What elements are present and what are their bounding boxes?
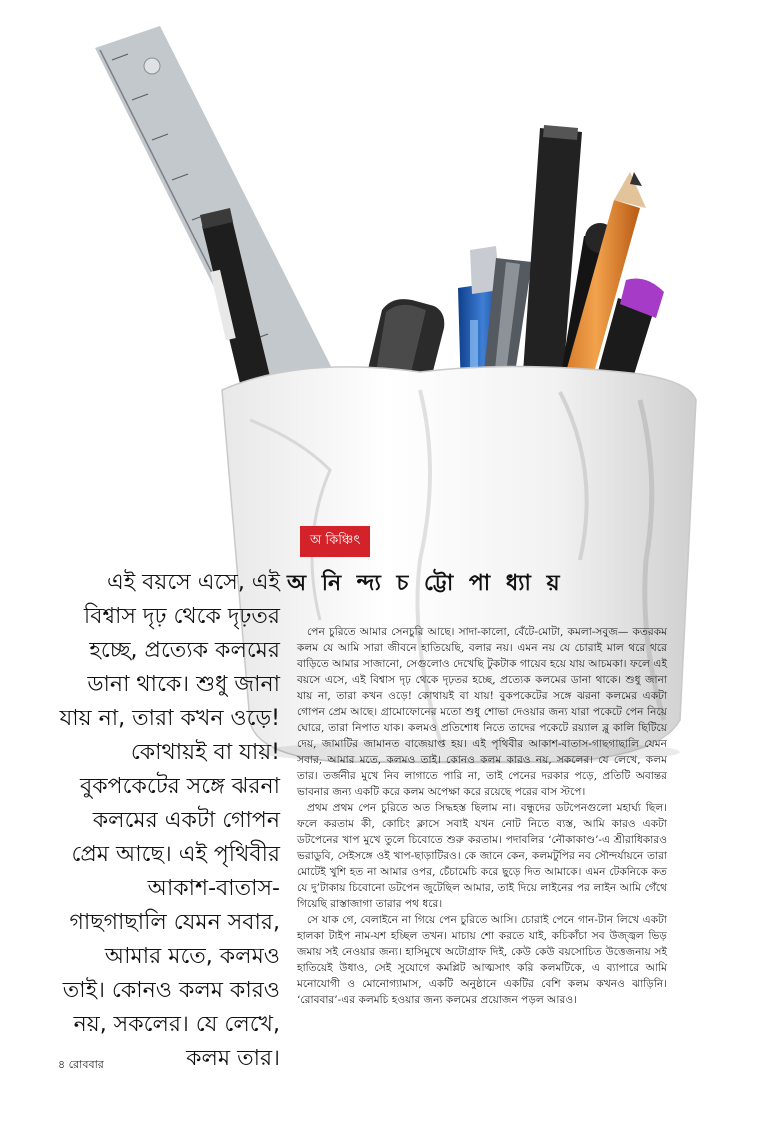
section-tag: অ কিঞ্চিৎ [300, 526, 370, 557]
article-body [297, 624, 667, 1008]
body-paragraph: পেন চুরিতে আমার সেনচুরি আছে। সাদা-কালো, বেঁটে-মোটা, কমলা-সবুজ— কতরকম কলম যে আমি সারা জীবনে হাতিয়েছি, বলার নয়। এমন নয় যে চোরাই মাল থরে থরে বাড়িতে আমার সাজানো, সেগুলোও দেখেছি টুকটাক গায়েব হয়ে যায় আচমকা। ফলে এই বয়সে এসে, এই বিশ্বাস দৃঢ় থেকে দৃঢ়তর হচ্ছে, প্রত্যেক কলমের ডানা থাকে। শুধু জানা যায় না, তারা কখন ওড়ে! কোথায়ই বা যায়! বুকপকেটের সঙ্গে ঝরনা কলমের একটা গোপন প্রেম আছে। গ্রামোফোনের মতো শুধু শোভা দেওয়ার জন্য যারা পকেটে পেন নিয়ে ঘোরে, তারা নিপাত যাক। কলমও প্রতিশোধ নিতে তাদের পকেটে রয়্যাল ব্লু কালি ছিটিয়ে দেয়, জামাটির জামানত বাজেয়াপ্ত হয়। এই পৃথিবীর আকাশ-বাতাস-গাছগাছালি যেমন সবার, আমার মতে, কলমও তাই। কোনও কলম কারও নয়, সকলের। যে লেখে, কলম তার। তর্জনীর মুখে নিব লাগাতে পারি না, তাই পেনের দরকার পড়ে, প্রতিটি অবান্তর ভাবনার জন্য একটি করে কলম অপেক্ষা করে রয়েছে পরের বাস স্টপে। [297, 626, 667, 798]
body-paragraph: প্রথম প্রথম পেন চুরিতে অত সিদ্ধহস্ত ছিলাম না। বন্ধুদের ডটপেনগুলো মহার্ঘ্য ছিল। ফলে করতাম কী, কোচিং ক্লাসে সবাই যখন নোট নিতে ব্যস্ত, আমি কারও একটা ডটপেনের খাপ মুখে তুলে চিবোতে শুরু করতাম। পদাবলির ‘নৌকাকাণ্ড’-এ শ্রীরাধিকারও ভরাডুবি, সেইসঙ্গে ওই খাপ-ছাড়াটিরও। কে জানে কেন, কলমটুপির নব সৌন্দর্যায়নে তারা মোটেই খুশি হত না আমার ওপর, চেঁচামেচি করে ছুড়ে দিত আমাকে। এমন টেকনিকে কত যে দু’টাকায় চিবোনো ডটপেন জুটেছিল আমার, তাই দিয়ে লাইনের পর লাইন আমি গেঁথে গিয়েছি রাস্তাজাগা তারার পথ ধরে। [297, 802, 667, 910]
author-byline: অ নি ন্দ্য চ ট্টো পা ধ্যা য় [287, 571, 564, 596]
pull-quote: এই বয়সে এসে, এই বিশ্বাস দৃঢ় থেকে দৃঢ়তর হচ্ছে, প্রত্যেক কলমের ডানা থাকে। শুধু জানা যায় না, তারা কখন ওড়ে! কোথায়ই বা যায়! বুকপকেটের সঙ্গে ঝরনা কলমের একটা গোপন প্রেম আছে। এই পৃথিবীর আকাশ-বাতাস-গাছগাছালি যেমন সবার, আমার মতে, কলমও তাই। কোনও কলম কারও নয়, সকলের। যে লেখে, কলম তার। [59, 570, 280, 1071]
body-paragraph: সে যাক গে, বেলাইনে না গিয়ে পেন চুরিতে আসি। চোরাই পেনে গান-টান লিখে একটা হালকা টাইপ নাম-যশ হচ্ছিল তখন। মাচায় শো করতে যাই, কচিকাঁচা সব উজ্জ্বল ভিড় জমায় সই নেওয়ার জন্য। হাসিমুখে অটোগ্রাফ দিই, কেউ কেউ বয়সোচিত উত্তেজনায় সই হাতিয়েই উধাও, সেই সুযোগে কমপ্লিট আত্মসাৎ করি কলমটিকে, এ ব্যাপারে আমি মনোযোগী ও মোনোগ্যামাস, একটি অনুষ্ঠানে একটির বেশি কলম কখনও ঝাড়িনি। ‘রোববার’-এর কলমচি হওয়ার জন্য কলমের প্রয়োজন পড়ল আরও। [297, 914, 667, 1006]
page-folio: ৪ রোববার [58, 1058, 104, 1071]
